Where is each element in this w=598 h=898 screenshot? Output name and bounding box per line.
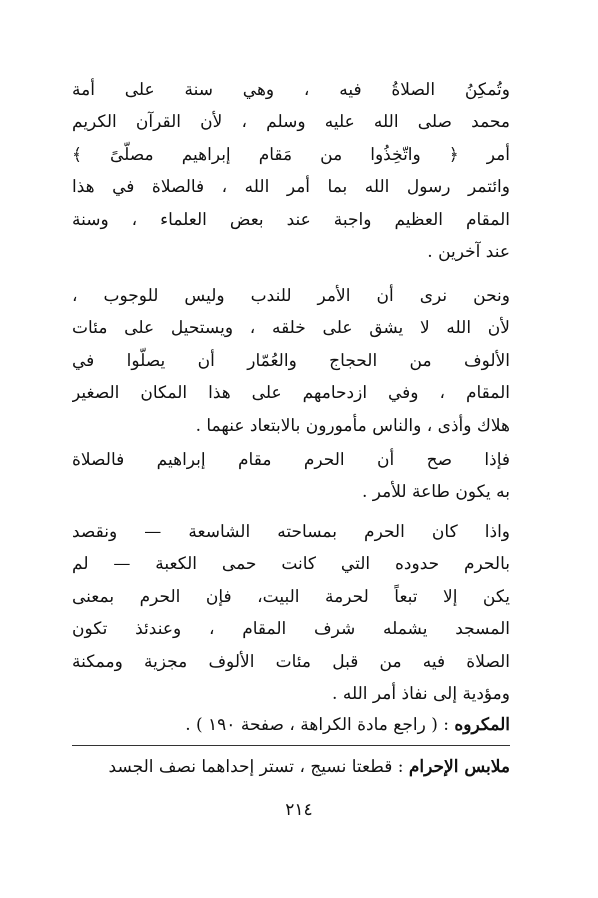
text-line: بالحرم حدوده التي كانت حمى الكعبة — لم — [72, 554, 510, 575]
text-line: المقام العظيم واجبة عند بعض العلماء ، وسنة — [72, 209, 510, 230]
entry-term: المكروه — [454, 715, 510, 735]
text-line: به يكون طاعة للأمر . — [361, 482, 510, 503]
divider — [72, 745, 510, 746]
entry-term: ملابس الإحرام — [408, 757, 510, 777]
paragraph-1 — [72, 74, 510, 268]
text-line: الصلاة فيه من قبل مئات الألوف مجزية وممكنة — [72, 651, 510, 672]
text-line: الألوف من الحجاج والعُمّار أن يصلّوا في — [72, 350, 510, 371]
paragraph-4 — [72, 516, 510, 710]
text-line: واذا كان الحرم بمساحته الشاسعة — ونقصد — [72, 522, 510, 542]
entry-text: : قطعتا نسيج ، تستر إحداهما نصف الجسد — [108, 757, 409, 777]
text-line: هلاك وأذى ، والناس مأمورون بالابتعاد عنهما . — [195, 415, 510, 436]
entry-text: : ( راجع مادة الكراهة ، صفحة ١٩٠ ) . — [185, 715, 455, 735]
text-line: ومؤدية إلى نفاذ أمر الله . — [332, 684, 510, 705]
text-line: فإذا صح أن الحرم مقام إبراهيم فالصلاة — [72, 450, 510, 470]
text-line: وائتمر رسول الله بما أمر الله ، فالصلاة في هذا — [72, 177, 510, 198]
paragraph-2 — [72, 280, 510, 442]
text-line: المسجد يشمله شرف المقام ، وعندئذ تكون — [72, 619, 510, 640]
text-line: أمر ﴿ واتّخِذُوا من مَقام إبراهيم مصلّىً ﴾ — [72, 144, 510, 165]
text-line: ونحن نرى أن الأمر للندب وليس للوجوب ، — [72, 286, 510, 306]
page-number: ٢١٤ — [285, 800, 313, 820]
text-line: وتُمكِنُ الصلاةُ فيه ، وهي سنة على أمة — [72, 80, 510, 100]
text-line: عند آخرين . — [427, 242, 510, 263]
text-line: محمد صلى الله عليه وسلم ، لأن القرآن الكريم — [72, 112, 510, 133]
entry-malabis-al-ihram — [72, 752, 510, 782]
entry-makrooh — [72, 710, 510, 740]
text-line: المقام ، وفي ازدحامهم على هذا المكان الصغير — [72, 383, 510, 404]
text-line: لأن الله لا يشق على خلقه ، ويستحيل على مئات — [72, 318, 510, 339]
text-line: يكن إلا تبعاً لحرمة البيت، فإن الحرم بمعنى — [72, 586, 510, 607]
paragraph-3 — [72, 444, 510, 509]
